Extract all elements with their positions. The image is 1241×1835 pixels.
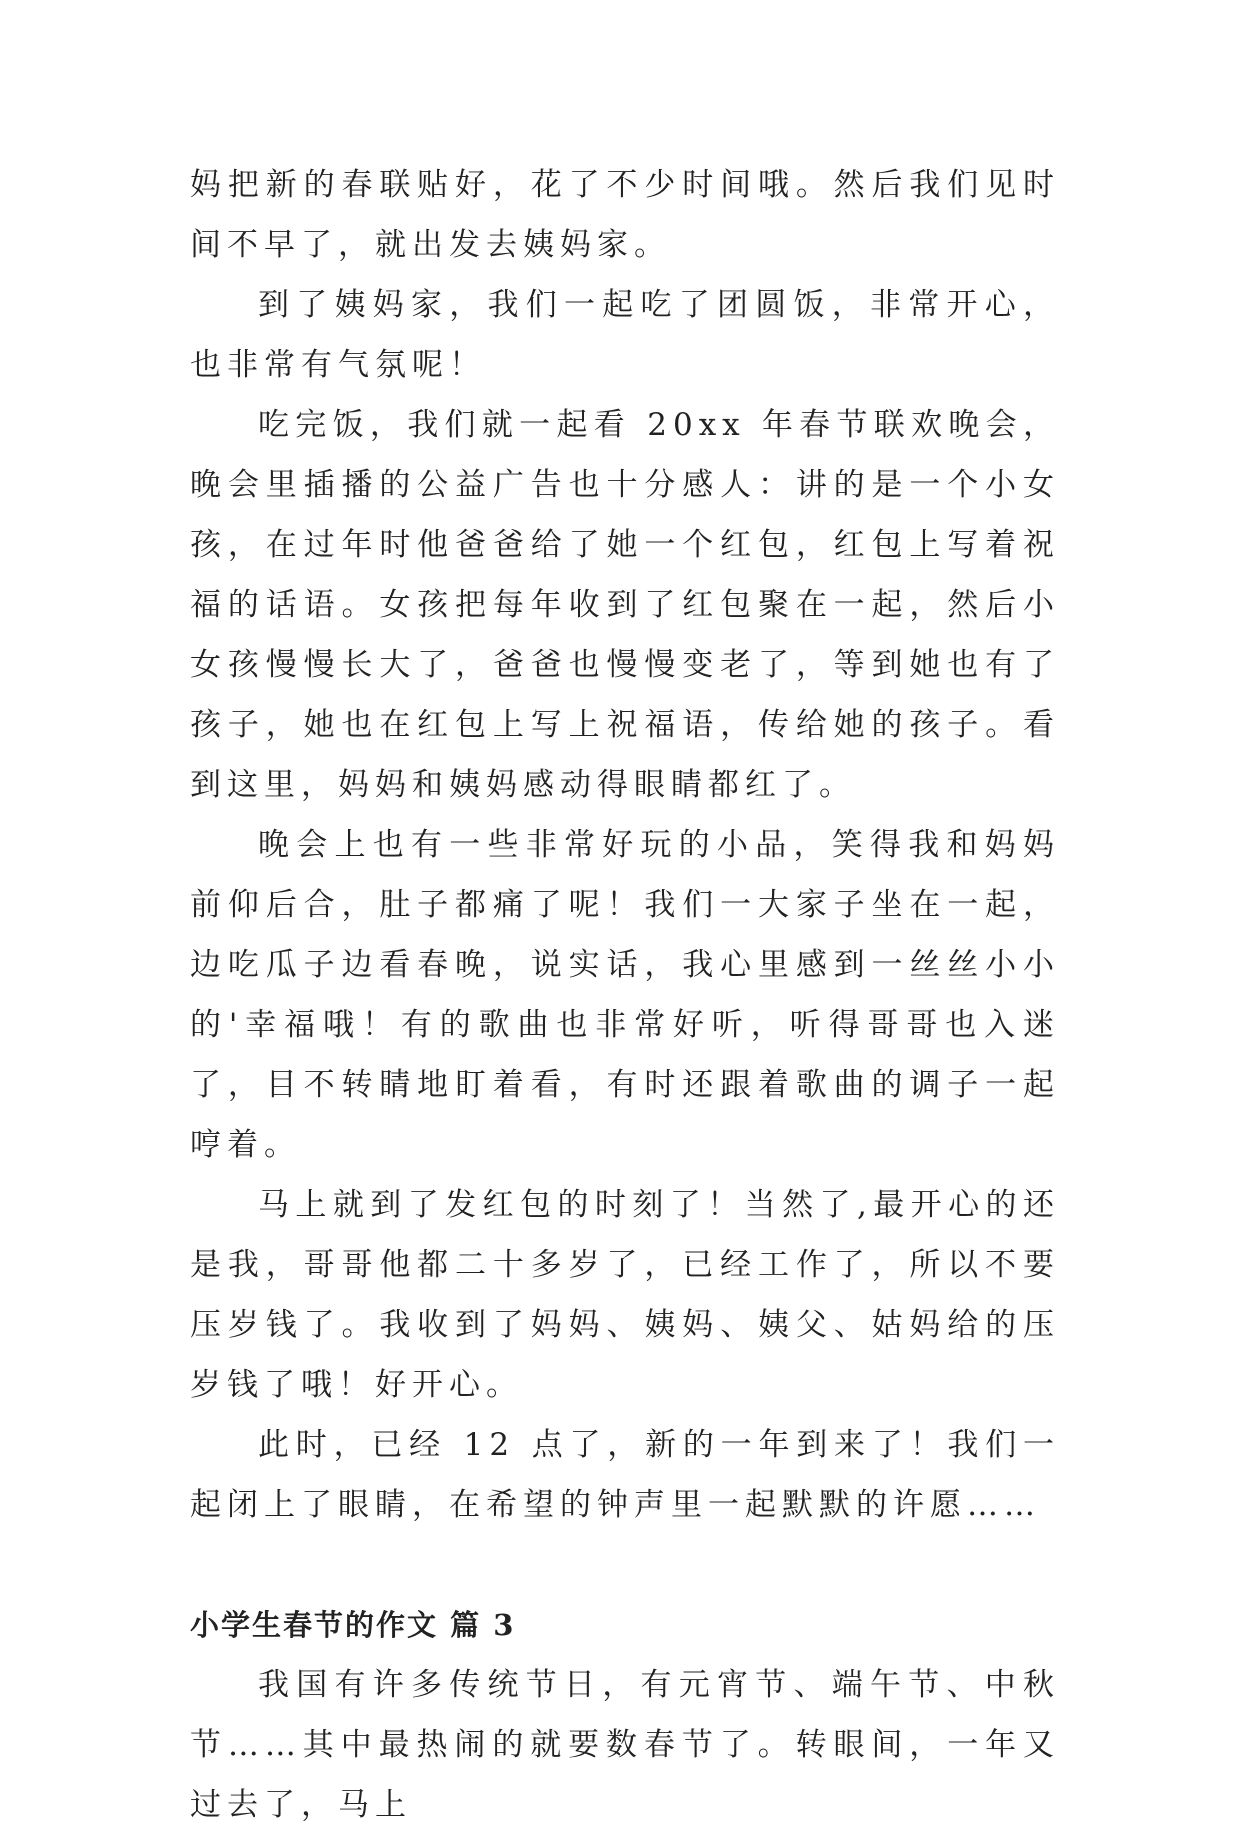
paragraph: 我国有许多传统节日，有元宵节、端午节、中秋节……其中最热闹的就要数春节了。转眼间，一年又过去了，马上 [190, 1667, 1060, 1823]
paragraph: 吃完饭，我们就一起看 20xx 年春节联欢晚会，晚会里插播的公益广告也十分感人：讲的是一个小女孩，在过年时他爸爸给了她一个红包，红包上写着祝福的话语。女孩把每年收到了红包聚在一起，然后小女孩慢慢长大了，爸爸也慢慢变老了，等到她也有了孩子，她也在红包上写上祝福语，传给她的孩子。看到这里，妈妈和姨妈感动得眼睛都红了。 [190, 407, 1060, 803]
paragraph: 到了姨妈家，我们一起吃了团圆饭，非常开心，也非常有气氛呢！ [190, 287, 1060, 383]
paragraph: 马上就到了发红包的时刻了！当然了,最开心的还是我，哥哥他都二十多岁了，已经工作了，所以不要压岁钱了。我收到了妈妈、姨妈、姨父、姑妈给的压岁钱了哦！好开心。 [190, 1187, 1060, 1403]
section-title: 小学生春节的作文 篇 3 [190, 1608, 516, 1642]
paragraph: 此时，已经 12 点了，新的一年到来了！我们一起闭上了眼睛，在希望的钟声里一起默默的许愿…… [190, 1427, 1060, 1523]
paragraph: 妈把新的春联贴好，花了不少时间哦。然后我们见时间不早了，就出发去姨妈家。 [190, 167, 1060, 263]
paragraph: 晚会上也有一些非常好玩的小品，笑得我和妈妈前仰后合，肚子都痛了呢！我们一大家子坐在一起，边吃瓜子边看春晚，说实话，我心里感到一丝丝小小的'幸福哦！有的歌曲也非常好听，听得哥哥也入迷了，目不转睛地盯着看，有时还跟着歌曲的调子一起哼着。 [190, 827, 1060, 1163]
document-body [190, 155, 1060, 1835]
